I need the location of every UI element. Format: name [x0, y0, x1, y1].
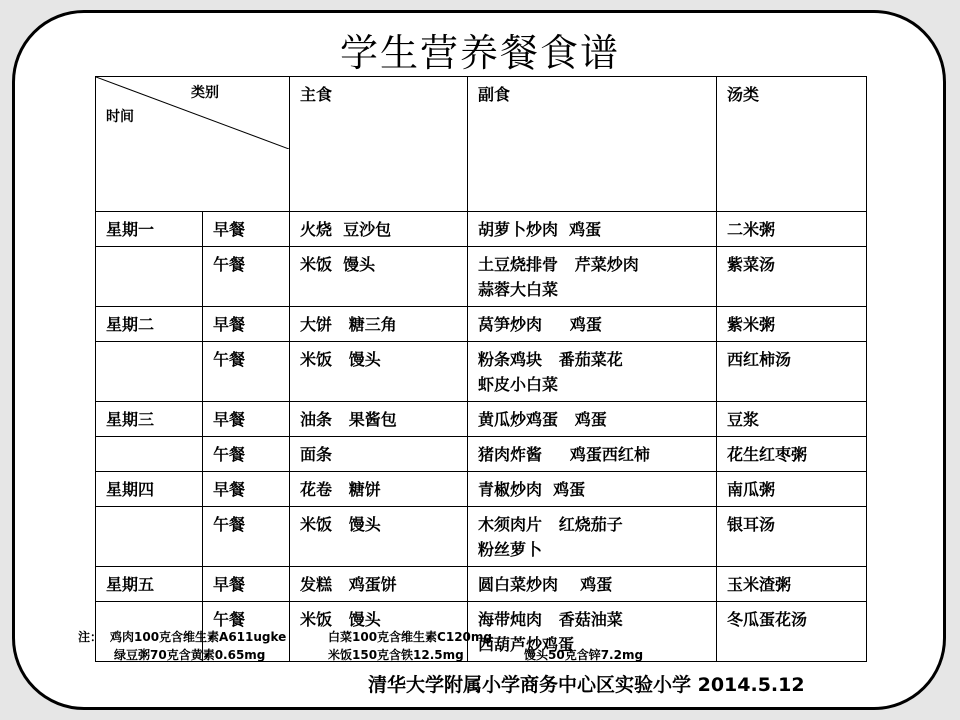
staple-cell: 米饭 馒头 — [290, 602, 468, 662]
day-cell: 星期三 — [96, 402, 203, 437]
note-cabbage: 白菜100克含维生素C120mg — [328, 630, 492, 644]
meal-cell: 早餐 — [203, 212, 290, 247]
menu-table — [95, 76, 867, 662]
note-chicken: 鸡肉100克含维生素A611ugke — [110, 630, 287, 644]
soup-cell: 玉米渣粥 — [717, 567, 867, 602]
soup-cell: 南瓜粥 — [717, 472, 867, 507]
side-cell: 胡萝卜炒肉 鸡蛋 — [468, 212, 717, 247]
soup-cell: 豆浆 — [717, 402, 867, 437]
meal-cell: 午餐 — [203, 247, 290, 307]
notes-label: 注： — [78, 630, 103, 644]
time-label: 时间 — [106, 109, 134, 125]
staple-cell: 米饭 馒头 — [290, 342, 468, 402]
school-footer: 清华大学附属小学商务中心区实验小学 2014.5.12 — [368, 674, 805, 696]
soup-header: 汤类 — [717, 77, 867, 212]
meal-cell: 午餐 — [203, 342, 290, 402]
side-header: 副食 — [468, 77, 717, 212]
staple-cell: 面条 — [290, 437, 468, 472]
day-cell — [96, 507, 203, 567]
meal-cell: 早餐 — [203, 402, 290, 437]
staple-cell: 米饭 馒头 — [290, 247, 468, 307]
menu-row — [96, 342, 867, 402]
menu-row — [96, 437, 867, 472]
soup-cell: 二米粥 — [717, 212, 867, 247]
meal-cell: 早餐 — [203, 472, 290, 507]
staple-cell: 花卷 糖饼 — [290, 472, 468, 507]
side-cell: 莴笋炒肉 鸡蛋 — [468, 307, 717, 342]
meal-cell: 早餐 — [203, 307, 290, 342]
menu-row — [96, 472, 867, 507]
staple-header: 主食 — [290, 77, 468, 212]
day-cell — [96, 247, 203, 307]
day-cell: 星期一 — [96, 212, 203, 247]
menu-row — [96, 247, 867, 307]
soup-cell: 紫米粥 — [717, 307, 867, 342]
day-cell — [96, 342, 203, 402]
soup-cell: 花生红枣粥 — [717, 437, 867, 472]
staple-cell: 大饼 糖三角 — [290, 307, 468, 342]
soup-cell: 紫菜汤 — [717, 247, 867, 307]
day-cell: 星期四 — [96, 472, 203, 507]
soup-cell: 银耳汤 — [717, 507, 867, 567]
side-cell: 黄瓜炒鸡蛋 鸡蛋 — [468, 402, 717, 437]
note-bun: 馒头50克含锌7.2mg — [524, 648, 644, 662]
staple-cell: 火烧 豆沙包 — [290, 212, 468, 247]
category-label: 类别 — [191, 85, 219, 101]
menu-row — [96, 402, 867, 437]
corner-header-cell — [96, 77, 290, 212]
menu-row — [96, 567, 867, 602]
menu-row — [96, 307, 867, 342]
day-cell — [96, 437, 203, 472]
menu-row — [96, 507, 867, 567]
day-cell: 星期二 — [96, 307, 203, 342]
staple-cell: 油条 果酱包 — [290, 402, 468, 437]
staple-cell: 发糕 鸡蛋饼 — [290, 567, 468, 602]
side-cell: 圆白菜炒肉 鸡蛋 — [468, 567, 717, 602]
staple-cell: 米饭 馒头 — [290, 507, 468, 567]
soup-cell: 冬瓜蛋花汤 — [717, 602, 867, 662]
side-cell: 木须肉片 红烧茄子 粉丝萝卜 — [468, 507, 717, 567]
meal-cell: 早餐 — [203, 567, 290, 602]
header-row — [96, 77, 867, 212]
side-cell: 猪肉炸酱 鸡蛋西红柿 — [468, 437, 717, 472]
side-cell: 粉条鸡块 番茄菜花 虾皮小白菜 — [468, 342, 717, 402]
side-cell: 青椒炒肉 鸡蛋 — [468, 472, 717, 507]
menu-row — [96, 212, 867, 247]
day-cell: 星期五 — [96, 567, 203, 602]
side-cell: 土豆烧排骨 芹菜炒肉 蒜蓉大白菜 — [468, 247, 717, 307]
note-rice: 米饭150克含铁12.5mg — [328, 648, 464, 662]
note-mungbean: 绿豆粥70克含黄素0.65mg — [114, 648, 266, 662]
side-cell: 海带炖肉 香菇油菜 西葫芦炒鸡蛋 — [468, 602, 717, 662]
meal-cell: 午餐 — [203, 437, 290, 472]
soup-cell: 西红柿汤 — [717, 342, 867, 402]
page-title: 学生营养餐食谱 — [339, 31, 620, 75]
meal-cell: 午餐 — [203, 602, 290, 662]
meal-cell: 午餐 — [203, 507, 290, 567]
